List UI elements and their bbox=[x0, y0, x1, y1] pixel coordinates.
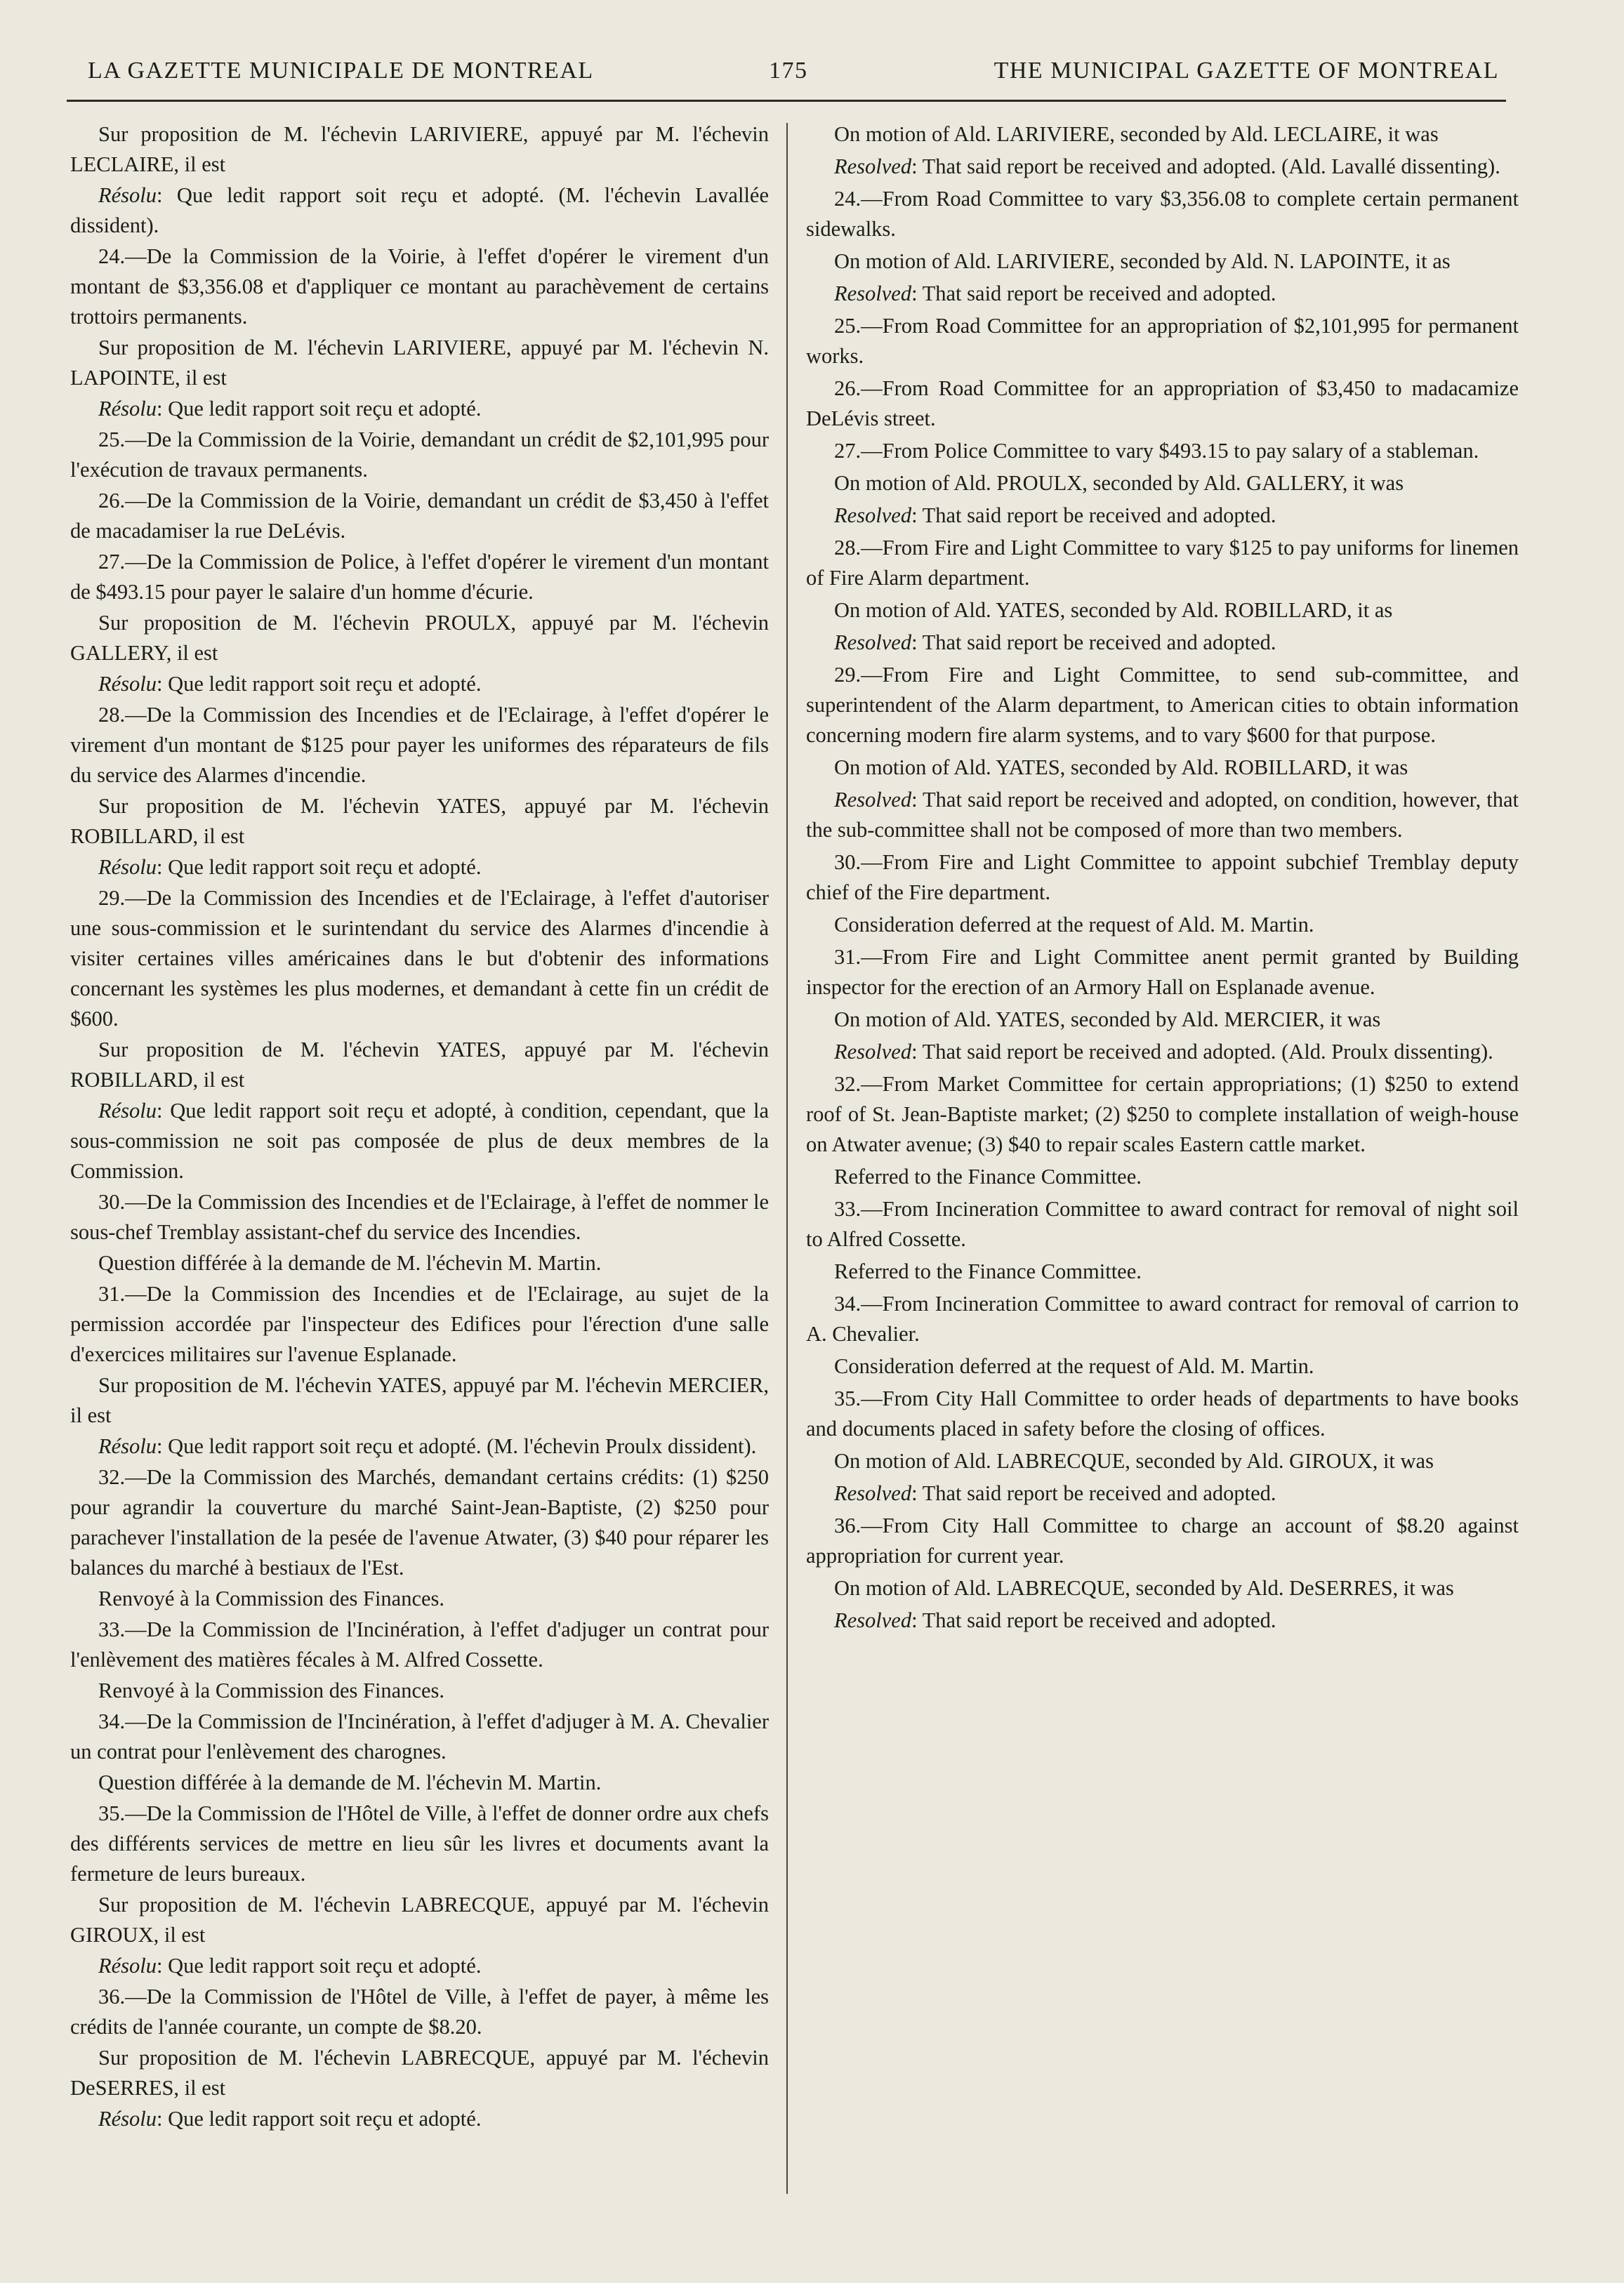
french-paragraph: Sur proposition de M. l'échevin LARIVIERE, appuyé par M. l'échevin LECLAIRE, il est bbox=[70, 122, 769, 176]
french-paragraph: Résolu: Que ledit rapport soit reçu et adopté. bbox=[98, 2107, 482, 2131]
english-column bbox=[806, 119, 1519, 1638]
french-paragraph: Sur proposition de M. l'échevin LABRECQUE, appuyé par M. l'échevin GIROUX, il est bbox=[70, 1893, 769, 1947]
french-paragraph: Résolu: Que ledit rapport soit reçu et adopté. bbox=[98, 855, 482, 879]
english-paragraph: Resolved: That said report be received and adopted. (Ald. Proulx dissenting). bbox=[834, 1040, 1493, 1064]
french-paragraph: 25.—De la Commission de la Voirie, demandant un crédit de $2,101,995 pour l'exécution de travaux permanents. bbox=[70, 428, 769, 482]
page-number: 175 bbox=[769, 58, 808, 84]
english-paragraph: On motion of Ald. PROULX, seconded by Ald. GALLERY, it was bbox=[834, 471, 1404, 495]
header-french-title: LA GAZETTE MUNICIPALE DE MONTREAL bbox=[88, 58, 594, 84]
english-paragraph: Resolved: That said report be received and adopted. bbox=[834, 282, 1276, 305]
french-paragraph: Question différée à la demande de M. l'échevin M. Martin. bbox=[98, 1251, 602, 1275]
french-paragraph: Renvoyé à la Commission des Finances. bbox=[98, 1679, 445, 1702]
french-paragraph: Résolu: Que ledit rapport soit reçu et adopté. (M. l'échevin Lavallée dissident). bbox=[70, 183, 769, 237]
english-paragraph: Consideration deferred at the request of Ald. M. Martin. bbox=[834, 1354, 1314, 1378]
french-paragraph: 30.—De la Commission des Incendies et de l'Eclairage, à l'effet de nommer le sous-chef Tremblay assistant-chef du service des Incendies. bbox=[70, 1190, 769, 1244]
french-paragraph: 24.—De la Commission de la Voirie, à l'effet d'opérer le virement d'un montant de $3,356.08 et d'appliquer ce montant au parachèvement de certains trottoirs permanents. bbox=[70, 244, 769, 329]
french-paragraph: Sur proposition de M. l'échevin YATES, appuyé par M. l'échevin ROBILLARD, il est bbox=[70, 794, 769, 848]
english-paragraph: On motion of Ald. YATES, seconded by Ald. MERCIER, it was bbox=[834, 1007, 1381, 1031]
english-paragraph: 25.—From Road Committee for an appropriation of $2,101,995 for permanent works. bbox=[806, 314, 1519, 368]
english-paragraph: 36.—From City Hall Committee to charge an account of $8.20 against appropriation for current year. bbox=[806, 1514, 1519, 1568]
english-paragraph: On motion of Ald. LARIVIERE, seconded by Ald. N. LAPOINTE, it as bbox=[834, 249, 1451, 273]
french-paragraph: Résolu: Que ledit rapport soit reçu et adopté. bbox=[98, 397, 482, 421]
header-rule bbox=[67, 100, 1506, 102]
english-paragraph: 27.—From Police Committee to vary $493.15 to pay salary of a stableman. bbox=[834, 439, 1479, 463]
english-paragraph: 35.—From City Hall Committee to order heads of departments to have books and documents placed in safety before the closing of offices. bbox=[806, 1387, 1519, 1441]
french-paragraph: 29.—De la Commission des Incendies et de l'Eclairage, à l'effet d'autoriser une sous-commission et le surintendant du service des Alarmes d'incendie à visiter certaines villes américaines dans le but d'obtenir des informations concernant les systèmes les plus modernes, et demandant à cette fin un crédit de $600. bbox=[70, 886, 769, 1031]
french-paragraph: Résolu: Que ledit rapport soit reçu et adopté. bbox=[98, 672, 482, 696]
english-paragraph: Resolved: That said report be received and adopted. bbox=[834, 503, 1276, 527]
english-paragraph: 28.—From Fire and Light Committee to vary $125 to pay uniforms for linemen of Fire Alarm department. bbox=[806, 536, 1519, 590]
french-paragraph: 26.—De la Commission de la Voirie, demandant un crédit de $3,450 à l'effet de macadamiser la rue DeLévis. bbox=[70, 489, 769, 543]
french-paragraph: Sur proposition de M. l'échevin PROULX, appuyé par M. l'échevin GALLERY, il est bbox=[70, 611, 769, 665]
french-paragraph: 27.—De la Commission de Police, à l'effet d'opérer le virement d'un montant de $493.15 pour payer le salaire d'un homme d'écurie. bbox=[70, 550, 769, 604]
header-english-title: THE MUNICIPAL GAZETTE OF MONTREAL bbox=[993, 58, 1499, 84]
french-paragraph: Résolu: Que ledit rapport soit reçu et adopté, à condition, cependant, que la sous-commission ne soit pas composée de plus de deux membres de la Commission. bbox=[70, 1099, 769, 1183]
french-paragraph: 34.—De la Commission de l'Incinération, à l'effet d'adjuger à M. A. Chevalier un contrat pour l'enlèvement des charognes. bbox=[70, 1709, 769, 1763]
english-paragraph: On motion of Ald. YATES, seconded by Ald. ROBILLARD, it was bbox=[834, 755, 1408, 779]
french-paragraph: Sur proposition de M. l'échevin LARIVIERE, appuyé par M. l'échevin N. LAPOINTE, il est bbox=[70, 336, 769, 390]
french-paragraph: 35.—De la Commission de l'Hôtel de Ville, à l'effet de donner ordre aux chefs des différents services de mettre en lieu sûr les livres et documents avant la fermeture de leurs bureaux. bbox=[70, 1801, 769, 1886]
french-paragraph: 33.—De la Commission de l'Incinération, à l'effet d'adjuger un contrat pour l'enlèvement des matières fécales à M. Alfred Cossette. bbox=[70, 1617, 769, 1672]
english-paragraph: 29.—From Fire and Light Committee, to send sub-committee, and superintendent of the Alarm department, to American cities to obtain information concerning modern fire alarm systems, and to vary $600 for that purpose. bbox=[806, 663, 1519, 747]
french-paragraph: 28.—De la Commission des Incendies et de l'Eclairage, à l'effet d'opérer le virement d'un montant de $125 pour payer les uniformes des réparateurs de fils du service des Alarmes d'incendie. bbox=[70, 703, 769, 787]
french-paragraph: 32.—De la Commission des Marchés, demandant certains crédits: (1) $250 pour agrandir la couverture du marché Saint-Jean-Baptiste, (2) $250 pour parachever l'installation de la pesée de l'avenue Atwater, (3) $40 pour réparer les balances du marché à bestiaux de l'Est. bbox=[70, 1465, 769, 1580]
french-paragraph: Résolu: Que ledit rapport soit reçu et adopté. (M. l'échevin Proulx dissident). bbox=[98, 1434, 757, 1458]
french-paragraph: Sur proposition de M. l'échevin LABRECQUE, appuyé par M. l'échevin DeSERRES, il est bbox=[70, 2046, 769, 2100]
french-paragraph: Renvoyé à la Commission des Finances. bbox=[98, 1587, 445, 1610]
english-paragraph: 34.—From Incineration Committee to award contract for removal of carrion to A. Chevalier. bbox=[806, 1292, 1519, 1346]
english-paragraph: 33.—From Incineration Committee to award contract for removal of night soil to Alfred Cossette. bbox=[806, 1197, 1519, 1251]
french-paragraph: Sur proposition de M. l'échevin YATES, appuyé par M. l'échevin MERCIER, il est bbox=[70, 1373, 769, 1427]
english-paragraph: 30.—From Fire and Light Committee to appoint subchief Tremblay deputy chief of the Fire department. bbox=[806, 850, 1519, 904]
french-column bbox=[70, 119, 769, 2135]
english-paragraph: 31.—From Fire and Light Committee anent permit granted by Building inspector for the erection of an Armory Hall on Esplanade avenue. bbox=[806, 945, 1519, 999]
english-paragraph: Resolved: That said report be received and adopted. bbox=[834, 630, 1276, 654]
english-paragraph: Resolved: That said report be received and adopted. bbox=[834, 1481, 1276, 1505]
french-paragraph: 31.—De la Commission des Incendies et de l'Eclairage, au sujet de la permission accordée par l'inspecteur des Edifices pour l'érection d'une salle d'exercices militaires sur l'avenue Esplanade. bbox=[70, 1282, 769, 1366]
english-paragraph: On motion of Ald. LABRECQUE, seconded by Ald. GIROUX, it was bbox=[834, 1449, 1434, 1473]
english-paragraph: Referred to the Finance Committee. bbox=[834, 1165, 1142, 1189]
english-paragraph: 32.—From Market Committee for certain appropriations; (1) $250 to extend roof of St. Jean-Baptiste market; (2) $250 to complete installation of weigh-house on Atwater avenue; (3) $40 to repair scales Eastern cattle market. bbox=[806, 1072, 1519, 1156]
english-paragraph: On motion of Ald. LARIVIERE, seconded by Ald. LECLAIRE, it was bbox=[834, 122, 1439, 146]
english-paragraph: Resolved: That said report be received and adopted. (Ald. Lavallé dissenting). bbox=[834, 154, 1500, 178]
french-paragraph: Question différée à la demande de M. l'échevin M. Martin. bbox=[98, 1771, 602, 1794]
french-paragraph: Résolu: Que ledit rapport soit reçu et adopté. bbox=[98, 1954, 482, 1978]
english-paragraph: On motion of Ald. YATES, seconded by Ald. ROBILLARD, it as bbox=[834, 598, 1393, 622]
english-paragraph: On motion of Ald. LABRECQUE, seconded by Ald. DeSERRES, it was bbox=[834, 1576, 1454, 1600]
english-paragraph: 24.—From Road Committee to vary $3,356.08 to complete certain permanent sidewalks. bbox=[806, 187, 1519, 241]
french-paragraph: 36.—De la Commission de l'Hôtel de Ville, à l'effet de payer, à même les crédits de l'année courante, un compte de $8.20. bbox=[70, 1985, 769, 2039]
english-paragraph: 26.—From Road Committee for an appropriation of $3,450 to madacamize DeLévis street. bbox=[806, 376, 1519, 430]
english-paragraph: Resolved: That said report be received and adopted. bbox=[834, 1608, 1276, 1632]
english-paragraph: Consideration deferred at the request of Ald. M. Martin. bbox=[834, 913, 1314, 937]
page-header bbox=[88, 51, 1499, 100]
english-paragraph: Referred to the Finance Committee. bbox=[834, 1259, 1142, 1283]
column-divider bbox=[786, 123, 788, 2194]
french-paragraph: Sur proposition de M. l'échevin YATES, appuyé par M. l'échevin ROBILLARD, il est bbox=[70, 1038, 769, 1092]
english-paragraph: Resolved: That said report be received and adopted, on condition, however, that the sub-committee shall not be composed of more than two members. bbox=[806, 788, 1519, 842]
